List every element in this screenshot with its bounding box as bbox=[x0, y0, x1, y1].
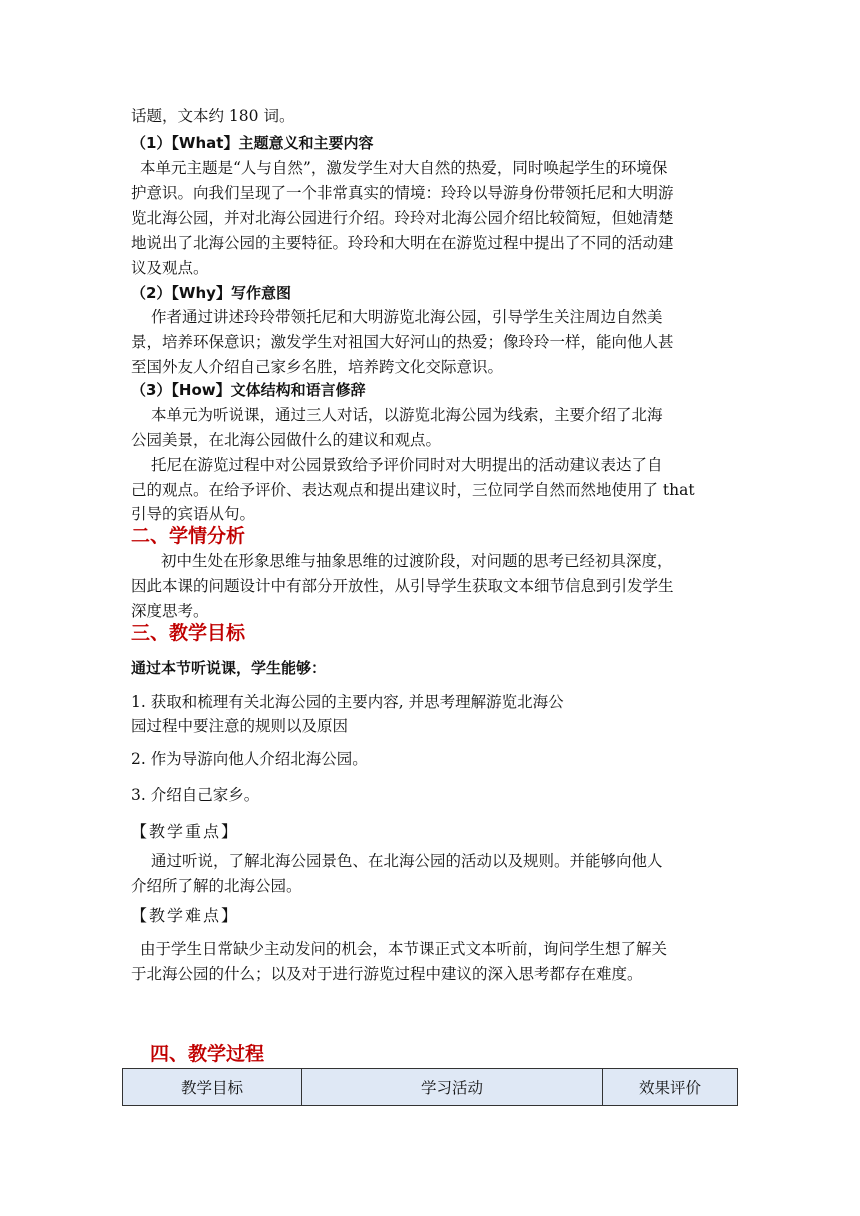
analysis-line: 因此本课的问题设计中有部分开放性，从引导学生获取文本细节信息到引发学生 bbox=[131, 577, 674, 595]
topic-line: 话题，文本约 180 词。 bbox=[131, 107, 295, 125]
difficulties-line: 于北海公园的什么；以及对于进行游览过程中建议的深入思考都存在难度。 bbox=[131, 965, 643, 983]
key-points-heading: 【教学重点】 bbox=[131, 822, 240, 841]
how-line: 公园美景，在北海公园做什么的建议和观点。 bbox=[131, 431, 442, 449]
why-line: 至国外友人介绍自己家乡名胜，培养跨文化交际意识。 bbox=[131, 358, 504, 376]
goal-item-continued: 园过程中要注意的规则以及原因 bbox=[131, 717, 349, 735]
how-heading: （3）【How】文体结构和语言修辞 bbox=[131, 381, 366, 399]
what-line: 议及观点。 bbox=[131, 259, 209, 277]
column-header: 教学目标 bbox=[123, 1069, 302, 1106]
how-line: 本单元为听说课，通过三人对话，以游览北海公园为线索，主要介绍了北海 bbox=[151, 406, 663, 424]
difficulties-heading: 【教学难点】 bbox=[131, 906, 240, 925]
key-points-line: 介绍所了解的北海公园。 bbox=[131, 877, 302, 895]
what-line: 护意识。向我们呈现了一个非常真实的情境：玲玲以导游身份带领托尼和大明游 bbox=[131, 184, 674, 202]
what-line: 本单元主题是“人与自然”，激发学生对大自然的热爱，同时唤起学生的环境保 bbox=[140, 159, 668, 177]
why-line: 作者通过讲述玲玲带领托尼和大明游览北海公园，引导学生关注周边自然美 bbox=[151, 308, 663, 326]
analysis-line: 初中生处在形象思维与抽象思维的过渡阶段，对问题的思考已经初具深度， bbox=[161, 552, 673, 570]
how-line: 托尼在游览过程中对公园景致给予评价同时对大明提出的活动建议表达了自 bbox=[151, 456, 663, 474]
table-header-row bbox=[123, 1069, 738, 1106]
process-heading: 四、教学过程 bbox=[150, 1043, 265, 1065]
difficulties-line: 由于学生日常缺少主动发问的机会，本节课正式文本听前，询问学生想了解关 bbox=[140, 940, 668, 958]
goal-item: 2. 作为导游向他人介绍北海公园。 bbox=[131, 750, 368, 768]
what-heading: （1）【What】主题意义和主要内容 bbox=[131, 134, 374, 152]
goal-item: 3. 介绍自己家乡。 bbox=[131, 786, 260, 804]
what-line: 地说出了北海公园的主要特征。玲玲和大明在在游览过程中提出了不同的活动建 bbox=[131, 234, 674, 252]
analysis-heading: 二、学情分析 bbox=[131, 525, 246, 547]
teaching-process-table bbox=[122, 1068, 738, 1106]
how-line: 己的观点。在给予评价、表达观点和提出建议时，三位同学自然而然地使用了 that bbox=[131, 481, 695, 499]
column-header: 效果评价 bbox=[603, 1069, 738, 1106]
how-line: 引导的宾语从句。 bbox=[131, 505, 256, 523]
why-heading: （2）【Why】写作意图 bbox=[131, 284, 291, 302]
what-line: 览北海公园，并对北海公园进行介绍。玲玲对北海公园介绍比较简短，但她清楚 bbox=[131, 209, 674, 227]
column-header: 学习活动 bbox=[302, 1069, 603, 1106]
goals-lead: 通过本节听说课，学生能够： bbox=[131, 659, 327, 677]
why-line: 景，培养环保意识；激发学生对祖国大好河山的热爱；像玲玲一样，能向他人甚 bbox=[131, 333, 674, 351]
goals-heading: 三、教学目标 bbox=[131, 622, 246, 644]
goal-item: 1. 获取和梳理有关北海公园的主要内容, 并思考理解游览北海公 bbox=[131, 693, 564, 711]
analysis-line: 深度思考。 bbox=[131, 602, 209, 620]
key-points-line: 通过听说，了解北海公园景色、在北海公园的活动以及规则。并能够向他人 bbox=[151, 852, 663, 870]
